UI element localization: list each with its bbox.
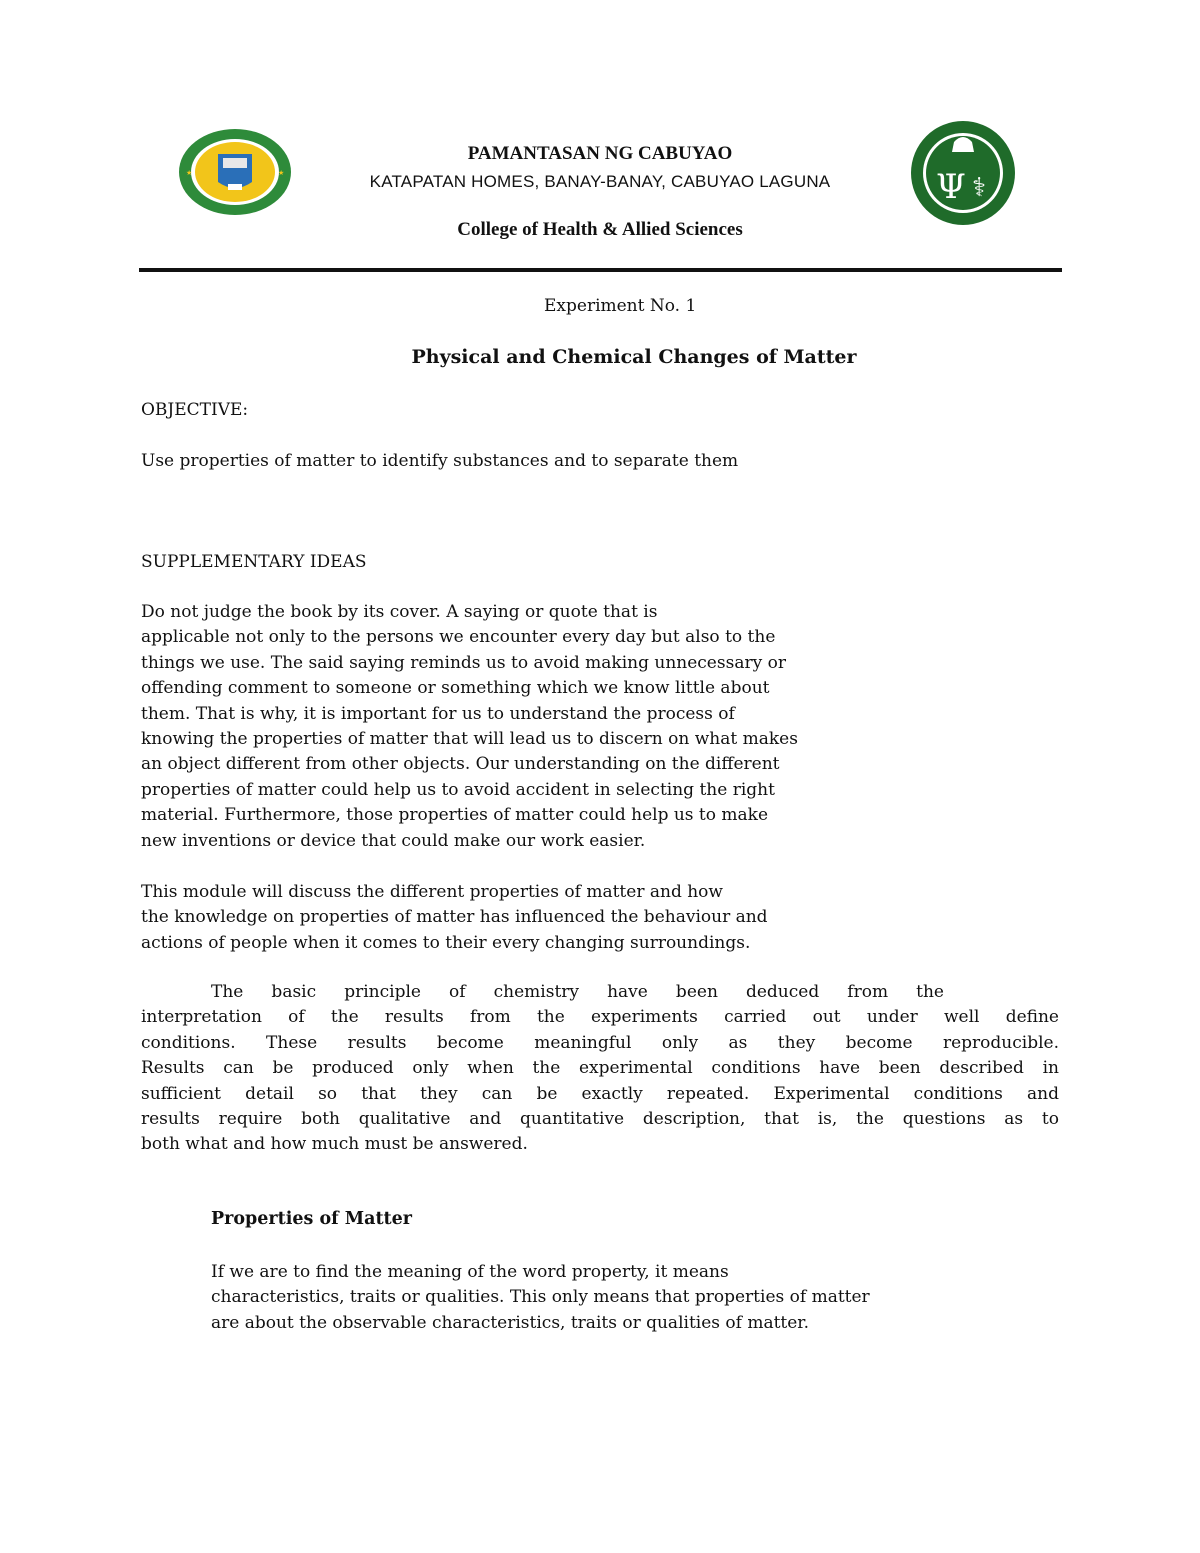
supplementary-heading: SUPPLEMENTARY IDEAS — [141, 552, 367, 572]
text-line: characteristics, traits or qualities. This only means that properties of matter — [211, 1287, 870, 1308]
objective-text: Use properties of matter to identify substances and to separate them — [141, 451, 739, 471]
text-line: sufficient detail so that they can be exactly repeated. Experimental conditions and — [141, 1083, 1059, 1104]
text-line: The basic principle of chemistry have been deduced from the — [211, 982, 944, 1002]
college-seal-logo — [906, 120, 1020, 226]
text-line: knowing the properties of matter that will lead us to discern on what makes — [141, 729, 798, 750]
text-line: things we use. The said saying reminds us to avoid making unnecessary or — [141, 652, 786, 673]
university-seal-logo — [178, 128, 292, 216]
objective-heading: OBJECTIVE: — [141, 400, 249, 420]
header-divider — [139, 268, 1062, 272]
supplementary-paragraph-2 — [141, 880, 768, 956]
text-line: both what and how much must be answered. — [141, 1134, 528, 1155]
text-line: offending comment to someone or something which we know little about — [141, 678, 770, 699]
svg-text:★: ★ — [186, 169, 193, 177]
svg-text:Ψ: Ψ — [936, 167, 966, 207]
experiment-title: Physical and Chemical Changes of Matter — [411, 346, 857, 368]
text-line: new inventions or device that could make our work easier. — [141, 830, 646, 851]
svg-text:★: ★ — [278, 169, 285, 177]
properties-paragraph — [211, 1260, 870, 1336]
university-address: KATAPATAN HOMES, BANAY-BANAY, CABUYAO LAGUNA — [369, 172, 831, 191]
text-line: Do not judge the book by its cover. A saying or quote that is — [141, 602, 658, 622]
text-line: are about the observable characteristics, traits or qualities of matter. — [211, 1312, 809, 1333]
university-name: PAMANTASAN NG CABUYAO — [467, 143, 733, 164]
supplementary-paragraph-1 — [141, 600, 798, 854]
text-line: results require both qualitative and quantitative description, that is, the questions as to — [141, 1109, 1059, 1130]
text-line: conditions. These results become meaningful only as they become reproducible. — [141, 1032, 1059, 1053]
svg-text:⚕: ⚕ — [972, 173, 987, 203]
experiment-number: Experiment No. 1 — [544, 296, 697, 316]
properties-heading: Properties of Matter — [211, 1209, 412, 1229]
text-line: actions of people when it comes to their every changing surroundings. — [141, 932, 751, 953]
text-line: applicable not only to the persons we encounter every day but also to the — [141, 627, 776, 648]
text-line: If we are to find the meaning of the word property, it means — [211, 1262, 729, 1282]
text-line: Results can be produced only when the experimental conditions have been described in — [141, 1058, 1059, 1079]
text-line: them. That is why, it is important for us to understand the process of — [141, 703, 735, 724]
college-name: College of Health & Allied Sciences — [457, 219, 743, 240]
text-line: the knowledge on properties of matter has influenced the behaviour and — [141, 907, 768, 928]
text-line: an object different from other objects. Our understanding on the different — [141, 754, 780, 775]
text-line: material. Furthermore, those properties of matter could help us to make — [141, 805, 769, 826]
text-line: properties of matter could help us to avoid accident in selecting the right — [141, 779, 775, 800]
text-line: interpretation of the results from the experiments carried out under well define — [141, 1007, 1059, 1028]
supplementary-paragraph-3 — [141, 980, 1059, 1158]
text-line: This module will discuss the different properties of matter and how — [141, 882, 723, 902]
